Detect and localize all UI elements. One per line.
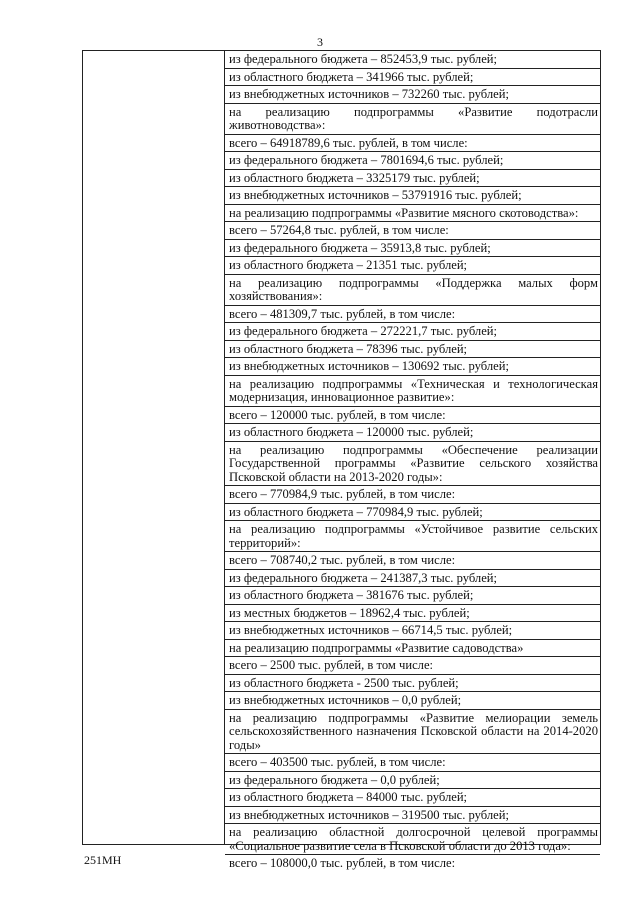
table-row: всего – 108000,0 тыс. рублей, в том числе: bbox=[229, 856, 456, 870]
table-row: всего – 481309,7 тыс. рублей, в том числе: bbox=[225, 306, 600, 324]
table-row: из внебюджетных источников – 0,0 рублей; bbox=[225, 692, 600, 710]
table-row: на реализацию областной долгосрочной целевой программы «Социальное развитие села в Псковской области до 2013 года»: bbox=[225, 824, 600, 855]
page-number: 3 bbox=[317, 35, 323, 49]
table-row: всего – 770984,9 тыс. рублей, в том числе: bbox=[225, 486, 600, 504]
table-row: из федерального бюджета – 852453,9 тыс. рублей; bbox=[225, 51, 600, 69]
table-row: из внебюджетных источников – 66714,5 тыс. рублей; bbox=[225, 622, 600, 640]
table-row: всего – 2500 тыс. рублей, в том числе: bbox=[225, 657, 600, 675]
table-row: из областного бюджета – 21351 тыс. рублей; bbox=[225, 257, 600, 275]
table-row: всего – 403500 тыс. рублей, в том числе: bbox=[225, 754, 600, 772]
table-row: всего – 120000 тыс. рублей, в том числе: bbox=[225, 407, 600, 425]
table-row: из федерального бюджета – 35913,8 тыс. рублей; bbox=[225, 240, 600, 258]
table-row: из областного бюджета - 2500 тыс. рублей; bbox=[225, 675, 600, 693]
table-row: из областного бюджета – 78396 тыс. рублей; bbox=[225, 341, 600, 359]
table-row: из внебюджетных источников – 732260 тыс. рублей; bbox=[225, 86, 600, 104]
table-row: на реализацию подпрограммы «Техническая и технологическая модернизация, инновационное развитие»: bbox=[225, 376, 600, 407]
table-row: на реализацию подпрограммы «Развитие садоводства» bbox=[225, 640, 600, 658]
table-row: из местных бюджетов – 18962,4 тыс. рублей; bbox=[225, 605, 600, 623]
table-row: из областного бюджета – 341966 тыс. рублей; bbox=[225, 69, 600, 87]
table-row: из федерального бюджета – 241387,3 тыс. рублей; bbox=[225, 570, 600, 588]
table-row: из внебюджетных источников – 53791916 тыс. рублей; bbox=[225, 187, 600, 205]
table-row: на реализацию подпрограммы «Устойчивое развитие сельских территорий»: bbox=[225, 521, 600, 552]
table-row: из федерального бюджета – 272221,7 тыс. рублей; bbox=[225, 323, 600, 341]
table-row: из федерального бюджета – 0,0 рублей; bbox=[225, 772, 600, 790]
table-row: всего – 57264,8 тыс. рублей, в том числе: bbox=[225, 222, 600, 240]
table-row: на реализацию подпрограммы «Поддержка малых форм хозяйствования»: bbox=[225, 275, 600, 306]
document-code: 251МН bbox=[84, 853, 122, 867]
table-row: из областного бюджета – 381676 тыс. рублей; bbox=[225, 587, 600, 605]
table-row: всего – 64918789,6 тыс. рублей, в том числе: bbox=[225, 135, 600, 153]
table-row: из внебюджетных источников – 319500 тыс. рублей; bbox=[225, 807, 600, 825]
table-row: на реализацию подпрограммы «Развитие мелиорации земель сельскохозяйственного назначения Псковской области на 2014-2020 годы» bbox=[225, 710, 600, 755]
table-row: на реализацию подпрограммы «Развитие мясного скотоводства»: bbox=[225, 205, 600, 223]
table-row: из областного бюджета – 770984,9 тыс. рублей; bbox=[225, 504, 600, 522]
table-row: всего – 708740,2 тыс. рублей, в том числе: bbox=[225, 552, 600, 570]
table-row: из областного бюджета – 3325179 тыс. рублей; bbox=[225, 170, 600, 188]
table-row: на реализацию подпрограммы «Обеспечение реализации Государственной программы «Развитие сельского хозяйства Псковской области на 2013-2020 годы»: bbox=[225, 442, 600, 487]
table-row: из областного бюджета – 120000 тыс. рублей; bbox=[225, 424, 600, 442]
table-row: из областного бюджета – 84000 тыс. рублей; bbox=[225, 789, 600, 807]
table-row: из внебюджетных источников – 130692 тыс. рублей; bbox=[225, 358, 600, 376]
table-row: из федерального бюджета – 7801694,6 тыс. рублей; bbox=[225, 152, 600, 170]
funding-rows bbox=[225, 51, 600, 872]
table-row: на реализацию подпрограммы «Развитие подотрасли животноводства»: bbox=[225, 104, 600, 135]
